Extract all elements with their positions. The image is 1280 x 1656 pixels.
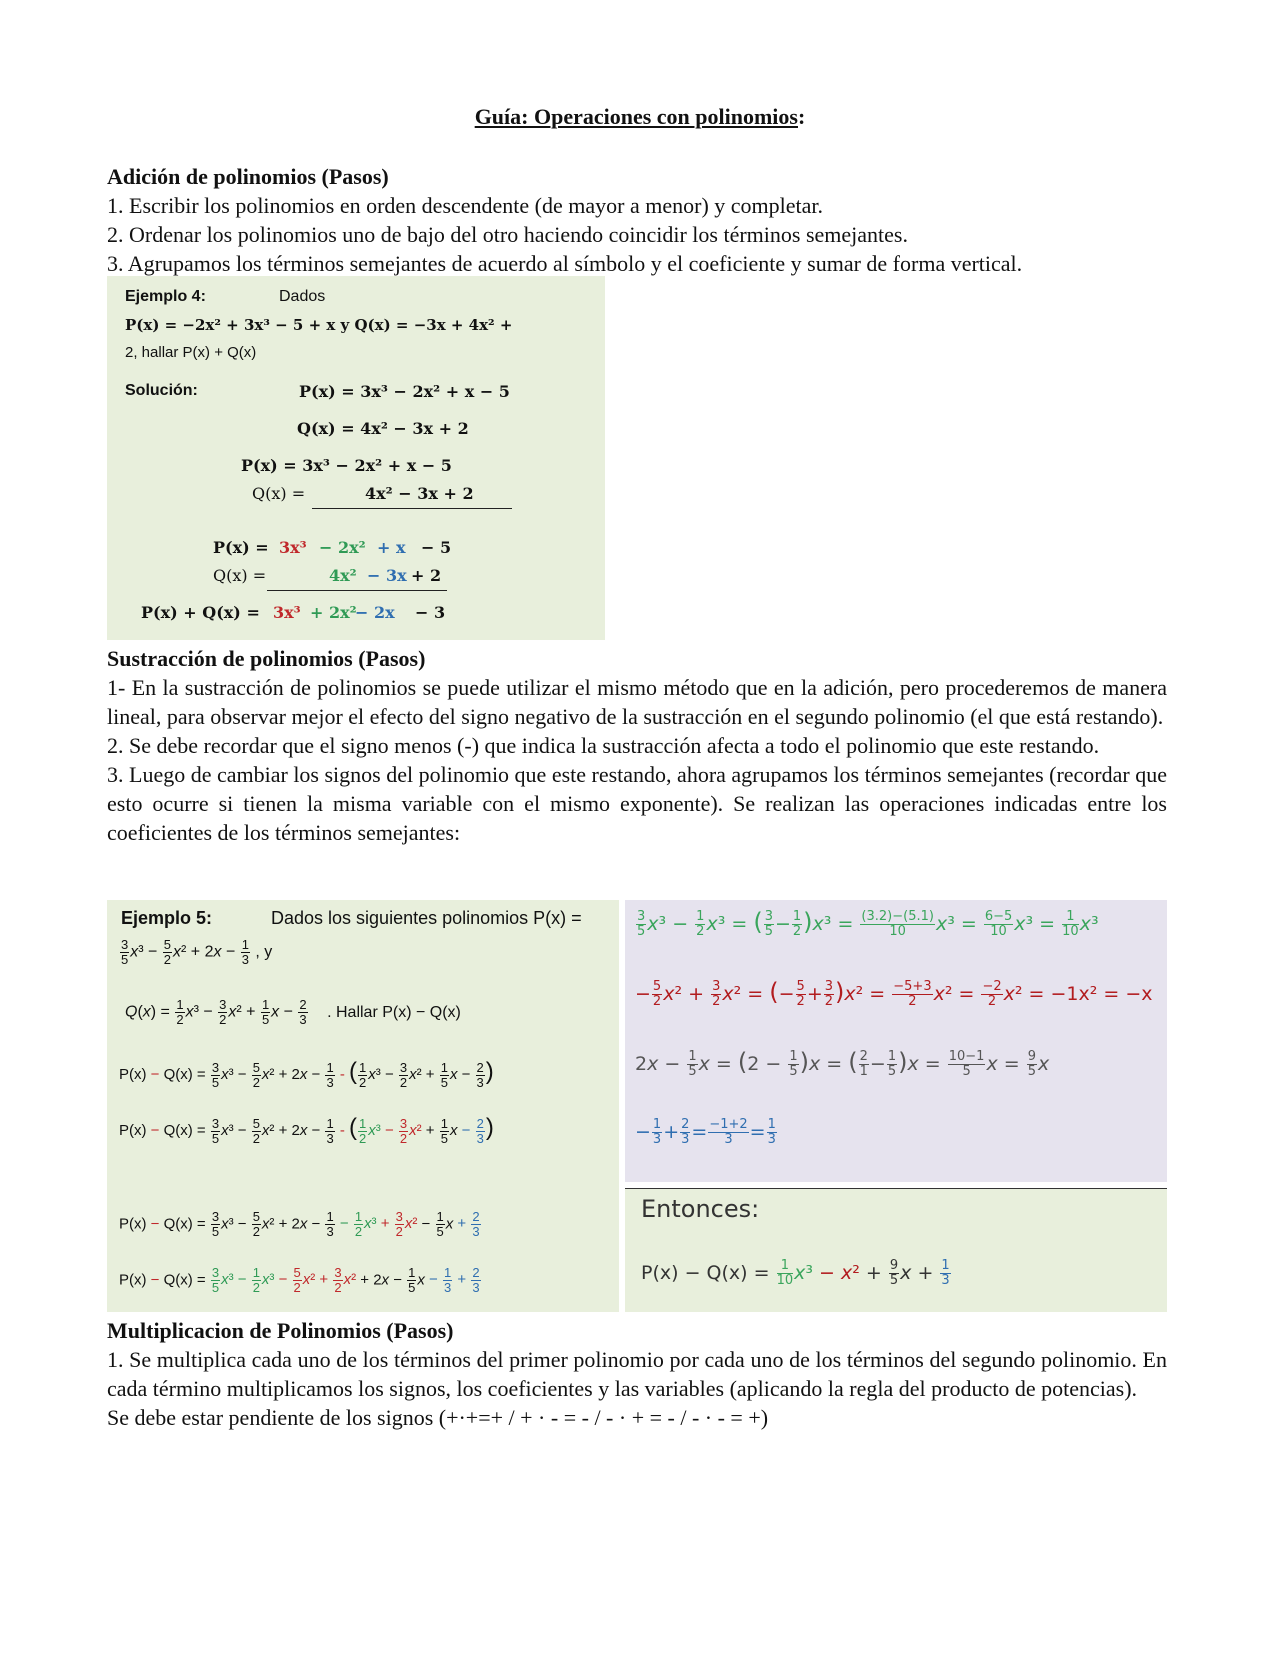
addition-step: 2. Ordenar los polinomios uno de bajo del otro haciendo coincidir los términos semejantes. (107, 222, 908, 247)
addition-step: 3. Agrupamos los términos semejantes de acuerdo al símbolo y el coeficiente y sumar de forma vertical. (107, 251, 1023, 276)
p-term-quadratic: − 2x² (319, 538, 366, 557)
example-statement: 2, hallar P(x) + Q(x) (125, 344, 257, 361)
given-label: Dados los siguientes polinomios P(x) = (271, 908, 582, 928)
hallar-text: . Hallar P(x) − Q(x) (327, 1003, 461, 1021)
q-term-constant: + 2 (411, 566, 442, 585)
subtraction-heading: Sustracción de polinomios (Pasos) (107, 646, 426, 671)
q-term-linear: − 3x (367, 566, 407, 585)
cubic-simplification: $\frac{3}{5}$ x³ − $\frac{1}{2}$ x³ = ( $\frac{3}{5}$ − $\frac{1}{2}$ )x³ = $\frac{(3.2)-(5.1)}{10}$ x³ = $\frac{6-5}{10}$ x³ = $\frac{1}{10}$ x³ (637, 908, 1099, 939)
step-row-4: P(x) − Q(x) = $\frac{3}{5}$ x³ − $\frac{1}{2}$ x³ − $\frac{5}{2}$ x² + $\frac{3}{2}$ x² + 2x − $\frac{1}{5}$ x − $\frac{1}{3}$ + $\frac{2}{3}$ (119, 1265, 480, 1295)
sum-term-quadratic: + 2x² (310, 603, 357, 622)
given-label: Dados (279, 288, 326, 305)
solution-label: Solución: (125, 382, 198, 399)
p-color-label: P(x) = (213, 538, 269, 557)
q-color-label: Q(x) = (213, 566, 267, 585)
subtraction-section (107, 644, 1167, 847)
addition-step: 1. Escribir los polinomios en orden descendente (de mayor a menor) y completar. (107, 193, 824, 218)
q-stack: 4x² − 3x + 2 (365, 484, 474, 503)
step-row-2: P(x) − Q(x) = $\frac{3}{5}$ x³ − $\frac{5}{2}$ x² + 2x − $\frac{1}{3}$ - ( $\frac{1}{2}$ x³ − $\frac{3}{2}$ x² + $\frac{1}{5}$ x − $\frac{2}{3}$ ) (119, 1114, 494, 1146)
result-box (625, 1189, 1167, 1312)
multiplication-step: 1. Se multiplica cada uno de los términos del primer polinomio por cada uno de los términos del segundo polinomio. En cada término multiplicamos los signos, los coeficientes y las variables (aplicando la regla del producto de potencias). (107, 1347, 1167, 1401)
p-term-constant: − 5 (421, 538, 452, 557)
multiplication-heading: Multiplicacion de Polinomios (Pasos) (107, 1318, 454, 1343)
entonces-label: Entonces: (641, 1195, 760, 1223)
multiplication-section (107, 1316, 1167, 1432)
q-definition: Q(x) = $\frac{1}{2}$ x³ − $\frac{3}{2}$ x² + $\frac{1}{5}$ x − $\frac{2}{3}$ . Hallar P(x) − Q(x) (125, 997, 461, 1027)
p-term-linear: + x (377, 538, 406, 557)
multiplication-step: Se debe estar pendiente de los signos (+·+=+ / + · - = - / - · + = - / - · - = +) (107, 1405, 769, 1430)
simplification-box (625, 900, 1167, 1182)
p-term-cubic: 3x³ (279, 538, 307, 557)
sum-term-linear: − 2x (355, 603, 395, 622)
q-term-quadratic: 4x² (329, 566, 357, 585)
sum-rule (312, 508, 512, 509)
p-stack: P(x) = 3x³ − 2x² + x − 5 (241, 456, 452, 475)
sum-term-constant: − 3 (415, 603, 446, 622)
sum-rule (267, 590, 447, 591)
example-4-box (107, 276, 605, 640)
subtraction-step: 3. Luego de cambiar los signos del polinomio que este restando, ahora agrupamos los términos semejantes (recordar que esto ocurre si tienen la misma variable con el mismo exponente). Se realizan las operaciones indicadas entre los coeficientes de los términos semejantes: (107, 762, 1167, 845)
example-label: Ejemplo 5: (121, 908, 213, 928)
example-5-box (107, 900, 619, 1312)
step-row-3: P(x) − Q(x) = $\frac{3}{5}$ x³ − $\frac{5}{2}$ x² + 2x − $\frac{1}{3}$ − $\frac{1}{2}$ x³ + $\frac{3}{2}$ x² − $\frac{1}{5}$ x + $\frac{2}{3}$ (119, 1209, 480, 1239)
step-row-1: P(x) − Q(x) = $\frac{3}{5}$ x³ − $\frac{5}{2}$ x² + 2x − $\frac{1}{3}$ - ( $\frac{1}{2}$ x³ − $\frac{3}{2}$ x² + $\frac{1}{5}$ x − $\frac{2}{3}$ ) (119, 1058, 494, 1090)
page-title: Guía: Operaciones con polinomios: (474, 104, 806, 129)
example-label: Ejemplo 4: (125, 288, 206, 305)
p-definition: $\frac{3}{5}$ x³ − $\frac{5}{2}$ x² + 2x − $\frac{1}{3}$ , y (121, 937, 273, 967)
subtraction-step: 1- En la sustracción de polinomios se puede utilizar el mismo método que en la adición, pero procederemos de manera lineal, para observar mejor el efecto del signo negativo de la sustracción en el segundo polinomio (el que está restando). (107, 675, 1167, 729)
subtraction-step: 2. Se debe recordar que el signo menos (-) que indica la sustracción afecta a todo el polinomio que este restando. (107, 733, 1100, 758)
q-ordered: Q(x) = 4x² − 3x + 2 (297, 419, 469, 438)
addition-heading: Adición de polinomios (Pasos) (107, 164, 389, 189)
constant-simplification: − $\frac{1}{3}$ + $\frac{2}{3}$ = $\frac{-1+2}{3}$ = $\frac{1}{3}$ (635, 1117, 776, 1147)
final-result: P(x) − Q(x) = $\frac{1}{10}$ x³ − x² + $\frac{9}{5}$ x + $\frac{1}{3}$ (641, 1258, 950, 1288)
p-ordered: P(x) = 3x³ − 2x² + x − 5 (299, 382, 510, 401)
linear-simplification: 2x − $\frac{1}{5}$ x = (2 − $\frac{1}{5}$ )x = ( $\frac{2}{1}$ − $\frac{1}{5}$ )x = $\frac{10-1}{5}$ x = $\frac{9}{5}$ x (635, 1048, 1050, 1079)
addition-section (107, 162, 1167, 278)
sum-term-cubic: 3x³ (273, 603, 301, 622)
quadratic-simplification: − $\frac{5}{2}$ x² + $\frac{3}{2}$ x² = (− $\frac{5}{2}$ + $\frac{3}{2}$ )x² = $\frac{-5+3}{2}$ x² = $\frac{-2}{2}$ x² = −1x² = −x (635, 978, 1153, 1009)
sum-label: P(x) + Q(x) = (141, 603, 260, 622)
example-statement: P(x) = −2x² + 3x³ − 5 + x y Q(x) = −3x + 4x² + (125, 316, 513, 334)
q-stack-label: Q(x) = (252, 484, 306, 503)
